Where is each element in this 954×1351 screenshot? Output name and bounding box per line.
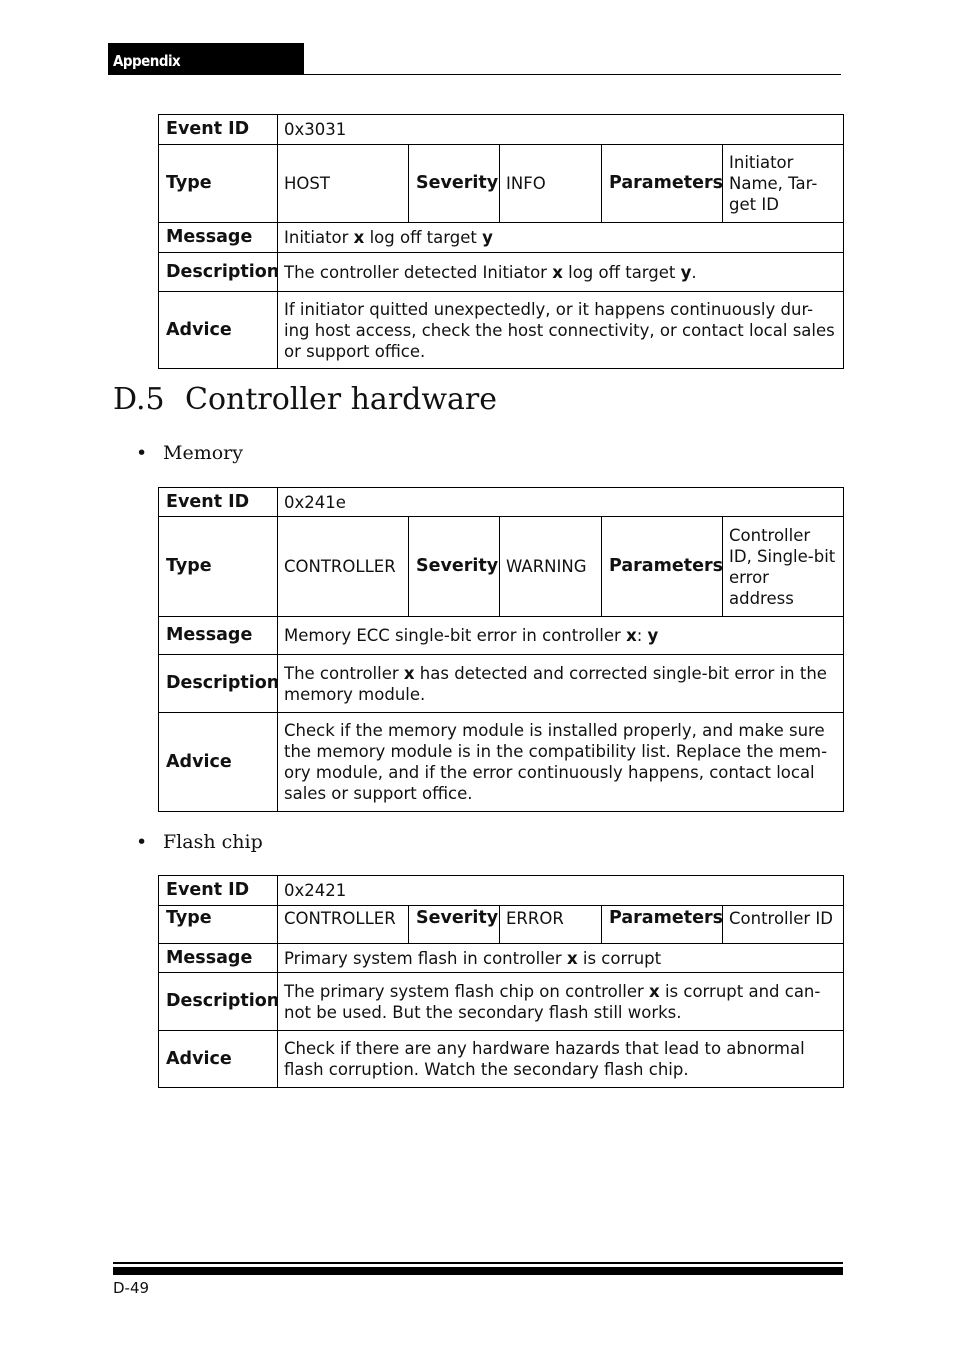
advice-label: Advice — [159, 292, 278, 369]
event-id-value: 0x2421 — [278, 876, 844, 906]
message-label: Message — [159, 944, 278, 973]
severity-value: WARNING — [500, 517, 602, 617]
advice-label: Advice — [159, 1031, 278, 1088]
severity-value: ERROR — [500, 906, 602, 944]
description-label: Description — [159, 253, 278, 292]
type-label: Type — [159, 517, 278, 617]
type-value: HOST — [278, 145, 409, 223]
parameters-value: Controller ID, Single-bit error address — [723, 517, 844, 617]
page-number: D-49 — [113, 1279, 150, 1297]
description-label: Description — [159, 973, 278, 1031]
footer-rule-thin — [113, 1262, 843, 1264]
event-id-label: Event ID — [159, 876, 278, 906]
parameters-label: Parameters — [602, 906, 723, 944]
description-value: The controller detected Initiator x log off target y. — [278, 253, 844, 292]
severity-value: INFO — [500, 145, 602, 223]
advice-value: If initiator quitted unexpectedly, or it happens continuously dur-ing host access, check the host connectivity, or contact local sales or support office. — [278, 292, 844, 369]
event-table-0x3031 — [158, 114, 844, 369]
type-value: CONTROLLER — [278, 906, 409, 944]
event-id-label: Event ID — [159, 115, 278, 145]
severity-label: Severity — [409, 145, 500, 223]
type-label: Type — [159, 906, 278, 944]
event-id-label: Event ID — [159, 488, 278, 517]
type-value: CONTROLLER — [278, 517, 409, 617]
parameters-label: Parameters — [602, 517, 723, 617]
section-number: D.5 — [113, 382, 165, 417]
type-label: Type — [159, 145, 278, 223]
header-rule — [304, 74, 841, 75]
message-label: Message — [159, 617, 278, 655]
parameters-value: Initiator Name, Tar-get ID — [723, 145, 844, 223]
bullet-icon: • — [136, 831, 148, 853]
parameters-label: Parameters — [602, 145, 723, 223]
message-value: Initiator x log off target y — [278, 223, 844, 253]
bullet-icon: • — [136, 442, 148, 464]
message-label: Message — [159, 223, 278, 253]
severity-label: Severity — [409, 906, 500, 944]
advice-value: Check if the memory module is installed properly, and make sure the memory module is in the compatibility list. Replace the mem-ory module, and if the error continuously happens, contact local sales or support office. — [278, 713, 844, 812]
bullet-memory — [136, 442, 243, 464]
event-id-value: 0x3031 — [278, 115, 844, 145]
description-value: The primary system flash chip on controller x is corrupt and can-not be used. But the secondary flash still works. — [278, 973, 844, 1031]
advice-label: Advice — [159, 713, 278, 812]
bullet-flash-chip — [136, 831, 263, 853]
event-id-value: 0x241e — [278, 488, 844, 517]
message-value: Memory ECC single-bit error in controller x: y — [278, 617, 844, 655]
description-value: The controller x has detected and corrected single-bit error in the memory module. — [278, 655, 844, 713]
description-label: Description — [159, 655, 278, 713]
message-value: Primary system flash in controller x is corrupt — [278, 944, 844, 973]
event-table-0x241e — [158, 487, 844, 812]
bullet-memory-label: Memory — [163, 442, 243, 464]
bullet-flash-chip-label: Flash chip — [163, 831, 263, 853]
header-tab-label: Appendix — [113, 52, 181, 70]
event-table-0x2421 — [158, 875, 844, 1088]
advice-value: Check if there are any hardware hazards that lead to abnormal flash corruption. Watch the secondary flash chip. — [278, 1031, 844, 1088]
severity-label: Severity — [409, 517, 500, 617]
footer-rule-thick — [113, 1267, 843, 1275]
header-tab — [108, 43, 304, 75]
parameters-value: Controller ID — [723, 906, 844, 944]
section-title: Controller hardware — [185, 382, 498, 417]
section-heading — [113, 382, 497, 417]
